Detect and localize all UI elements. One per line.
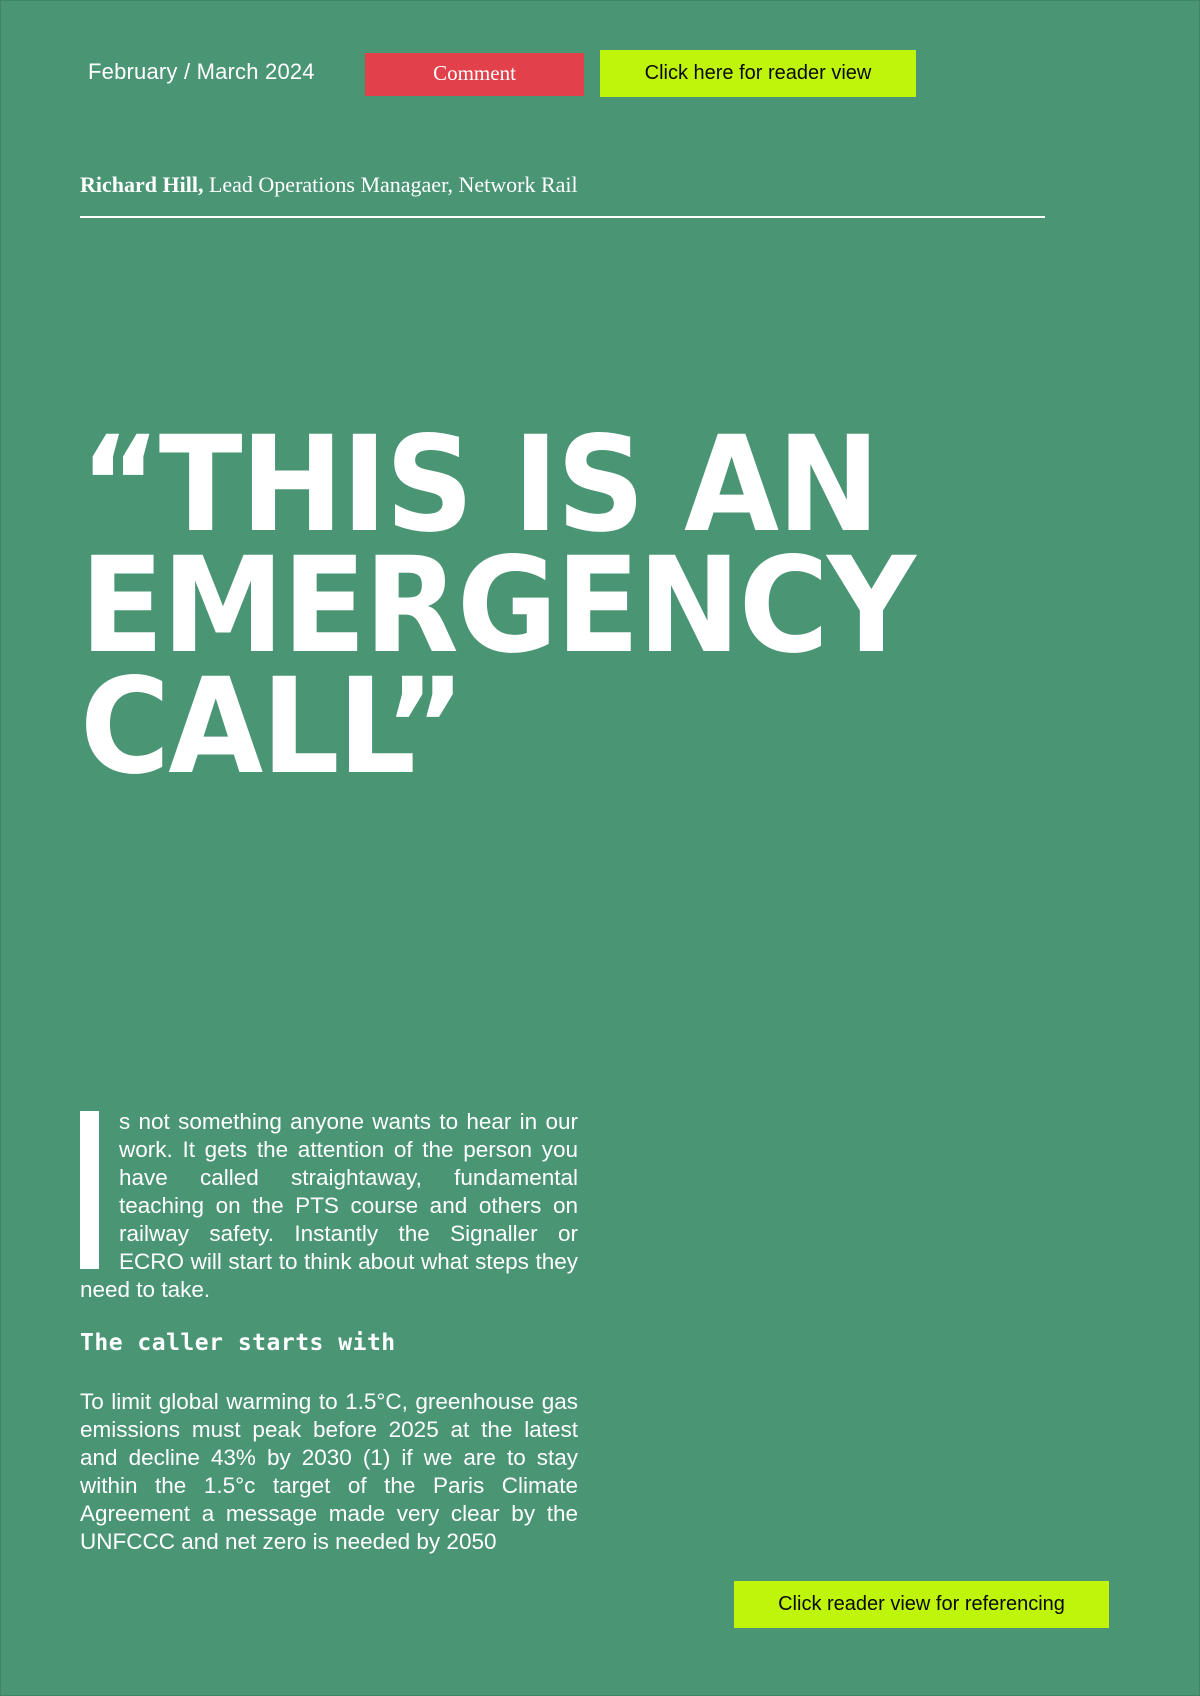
author-name: Richard Hill, <box>80 172 204 197</box>
referencing-reader-view-button[interactable]: Click reader view for referencing <box>734 1581 1109 1628</box>
byline-divider <box>80 216 1045 218</box>
issue-date: February / March 2024 <box>88 59 315 84</box>
drop-cap-i <box>80 1111 99 1269</box>
section-tag: Comment <box>365 53 584 96</box>
headline-line-2: EMERGENCY <box>80 529 915 683</box>
headline-line-1: “THIS IS AN <box>80 408 879 562</box>
intro-paragraph <box>80 1108 578 1304</box>
byline <box>80 172 578 198</box>
headline-line-3: CALL” <box>80 650 464 804</box>
reader-view-button[interactable]: Click here for reader view <box>600 50 916 97</box>
body-paragraph: To limit global warming to 1.5°C, greenhouse gas emissions must peak before 2025 at the latest and decline 43% by 2030 (1) if we are to stay within the 1.5°c target of the Paris Climate Agreement a message made very clear by the UNFCCC and net zero is needed by 2050 <box>80 1389 578 1554</box>
author-role: Lead Operations Managaer, Network Rail <box>208 172 578 197</box>
headline <box>80 408 1057 804</box>
section-subheading: The caller starts with <box>80 1330 396 1356</box>
intro-text: s not something anyone wants to hear in our work. It gets the attention of the person you have called straightaway, fundamental teaching on the PTS course and others on railway safety. Instantly the Signaller or ECRO will start to think about what steps they need to take. <box>80 1109 578 1302</box>
